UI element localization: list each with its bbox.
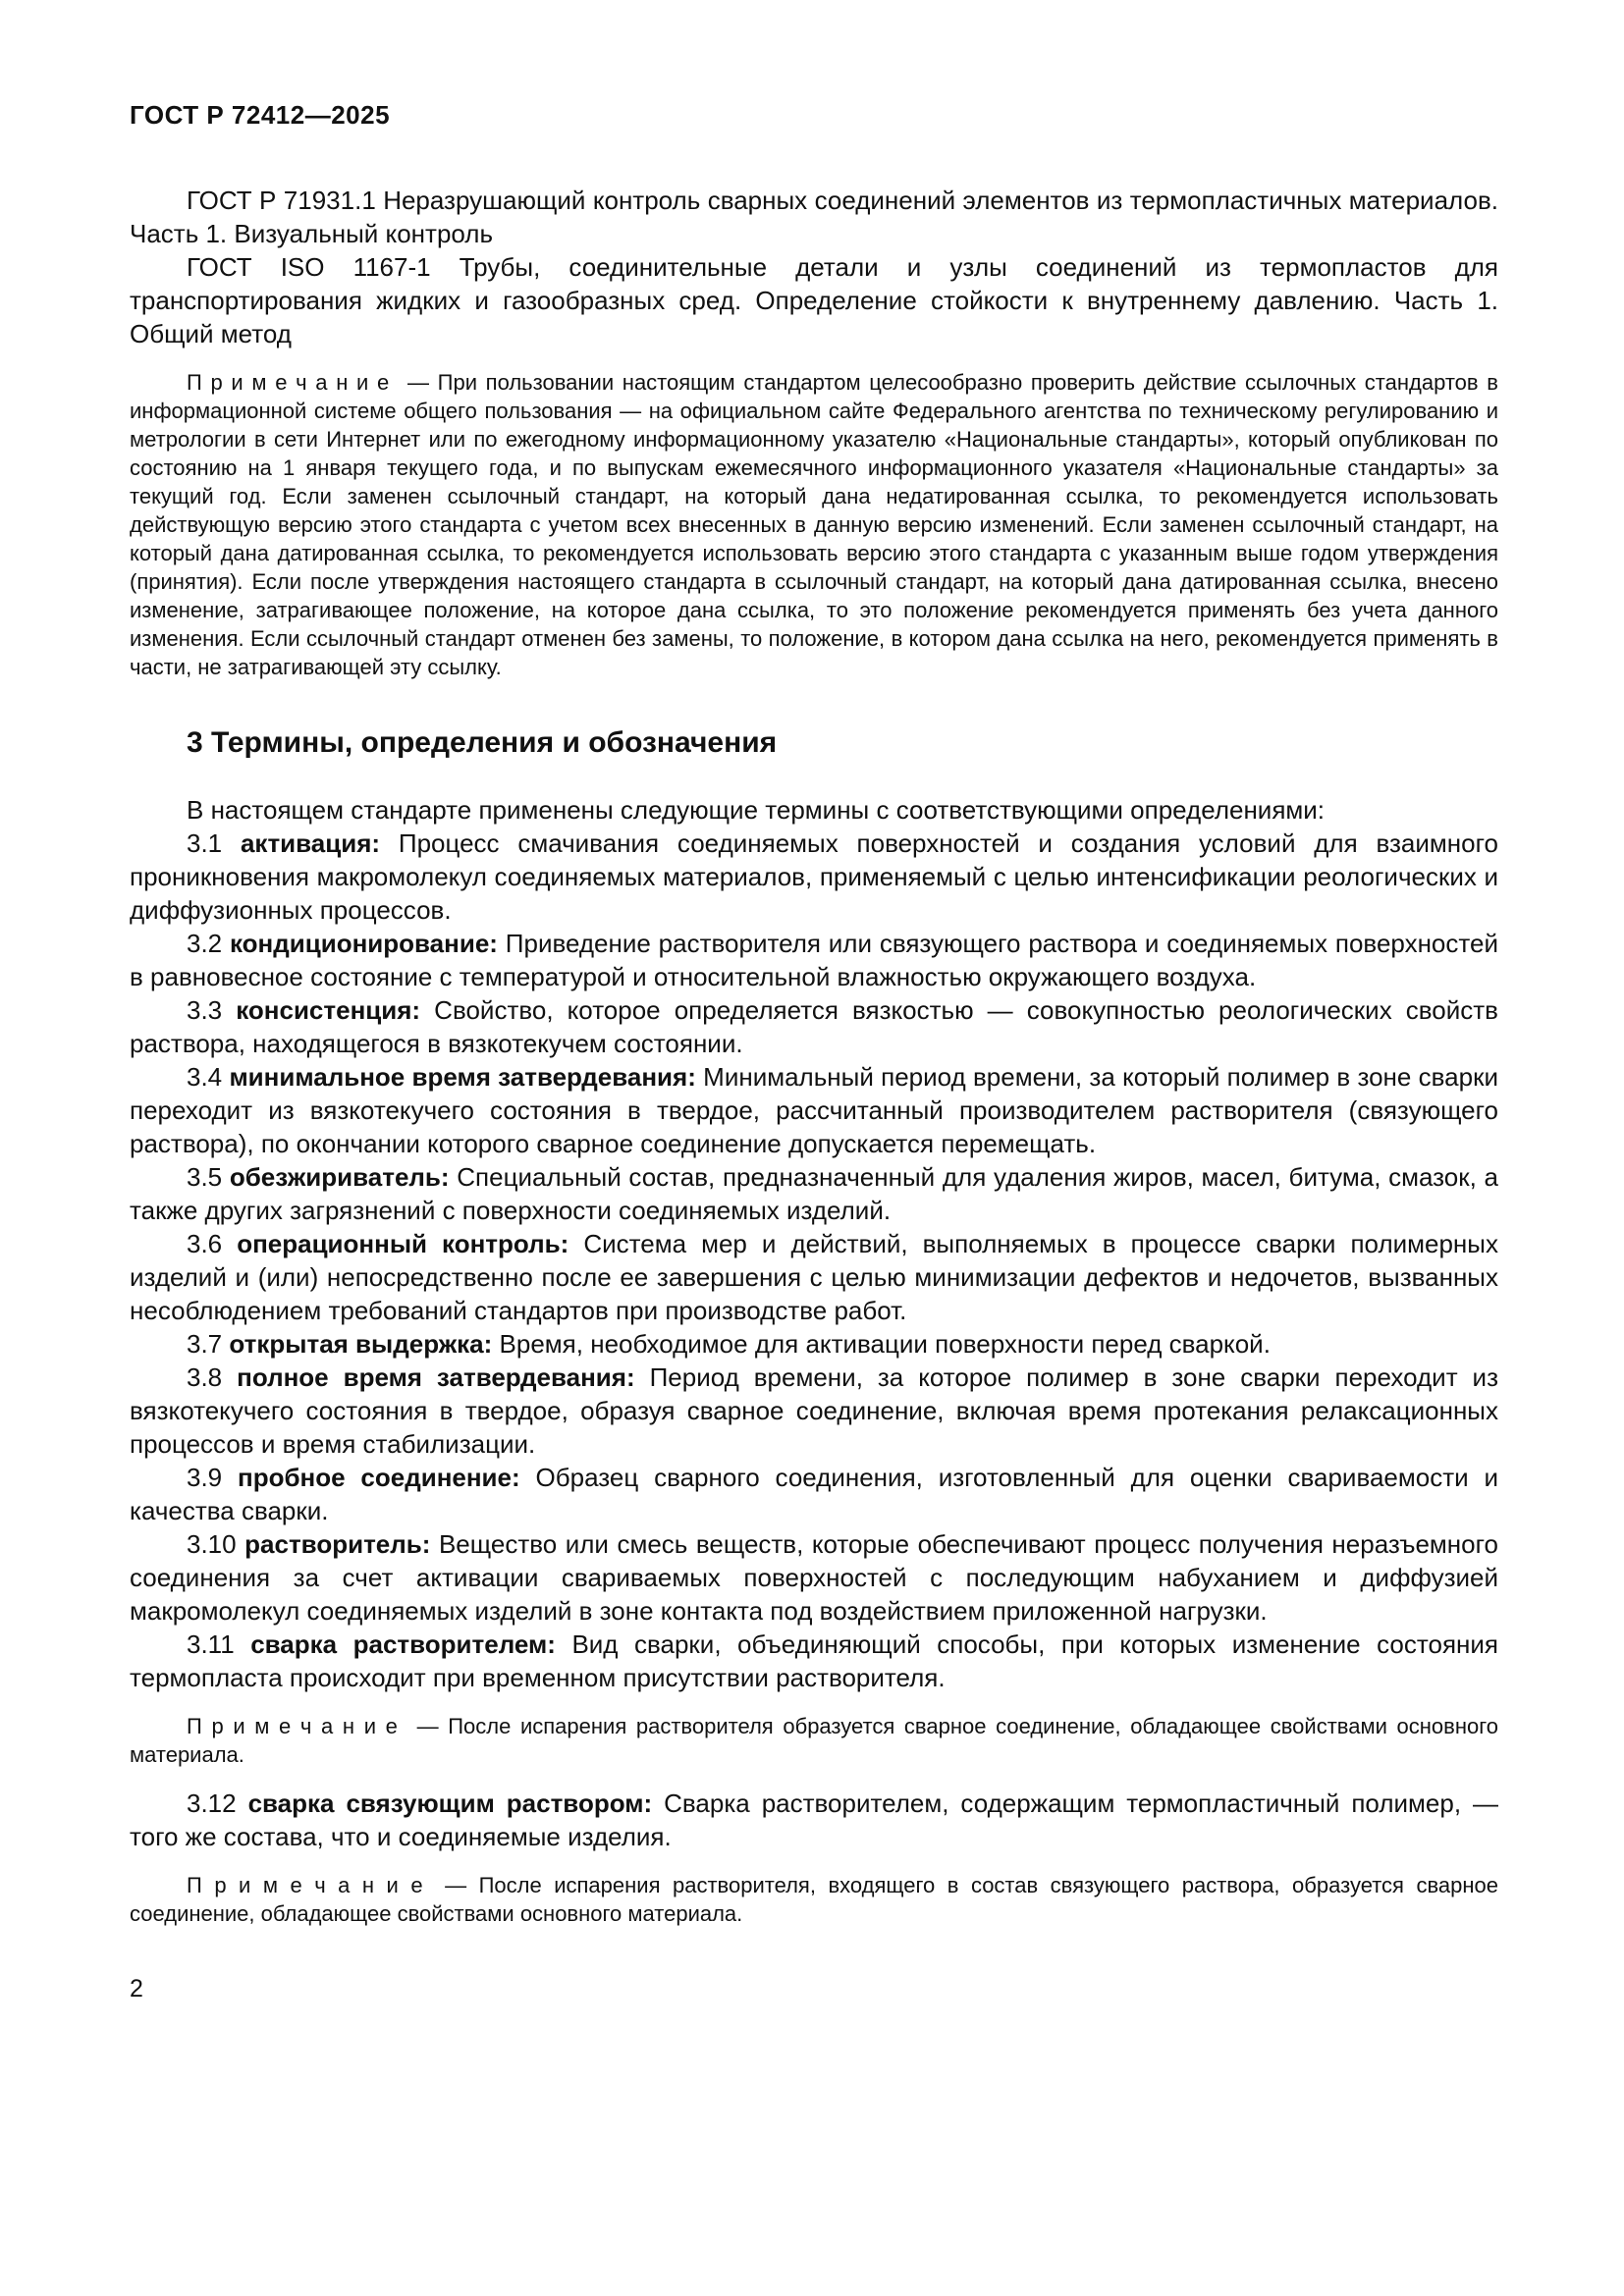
running-header-designation: ГОСТ Р 72412—2025	[130, 100, 391, 130]
page-number: 2	[130, 1975, 143, 2002]
references-note	[130, 368, 1498, 681]
note-label: П р и м е ч а н и е	[187, 1714, 398, 1738]
term-name: пробное соединение:	[238, 1463, 520, 1492]
term-3-9	[130, 1461, 1498, 1527]
term-name: полное время затвердевания:	[237, 1362, 635, 1392]
term-3-6	[130, 1227, 1498, 1327]
term-definition: Процесс смачивания соединяемых поверхностей и создания условий для взаимного проникновения макромолекул соединяемых материалов, применяемый с целью интенсификации реологических и диффузионных процессов.	[130, 828, 1498, 925]
term-3-4	[130, 1060, 1498, 1160]
term-definition: Приведение растворителя или связующего раствора и соединяемых поверхностей в равновесное состояние с температурой и относительной влажностью окружающего воздуха.	[130, 929, 1498, 991]
term-3-11-note	[130, 1712, 1498, 1769]
term-3-1	[130, 827, 1498, 927]
term-definition: Период времени, за которое полимер в зоне сварки переходит из вязкотекучего состояния в твердое, образуя сварное соединение, включая время протекания релаксационных процессов и время стабилизации.	[130, 1362, 1498, 1459]
term-3-8	[130, 1361, 1498, 1461]
term-3-7	[130, 1327, 1498, 1361]
term-3-5	[130, 1160, 1498, 1227]
term-definition: Свойство, которое определяется вязкостью — совокупностью реологических свойств раствора, находящегося в вязкотекучем состоянии.	[130, 995, 1498, 1058]
term-number: 3.6	[187, 1229, 223, 1258]
term-name: минимальное время затвердевания:	[229, 1062, 696, 1092]
note-label: П р и м е ч а н и е	[187, 1873, 423, 1897]
term-name: консистенция:	[236, 995, 421, 1025]
term-3-2	[130, 927, 1498, 993]
term-number: 3.2	[187, 929, 223, 958]
term-number: 3.3	[187, 995, 223, 1025]
note-body: — После испарения растворителя, входящего в состав связующего раствора, образуется сварное соединение, обладающее свойствами основного материала.	[130, 1873, 1498, 1926]
term-3-10	[130, 1527, 1498, 1628]
section-heading: 3 Термины, определения и обозначения	[187, 726, 778, 759]
term-number: 3.4	[187, 1062, 223, 1092]
note-label: П р и м е ч а н и е	[187, 370, 390, 395]
term-name: обезжириватель:	[229, 1162, 450, 1192]
term-3-11	[130, 1628, 1498, 1694]
term-number: 3.7	[187, 1329, 223, 1359]
term-definition: Специальный состав, предназначенный для удаления жиров, масел, битума, смазок, а также других загрязнений с поверхности соединяемых изделий.	[130, 1162, 1498, 1225]
section-intro: В настоящем стандарте применены следующие термины с соответствующими определениями:	[187, 795, 1326, 825]
note-body: — При пользовании настоящим стандартом целесообразно проверить действие ссылочных стандартов в информационной системе общего пользования — на официальном сайте Федерального агентства по техническому регулированию и метрологии в сети Интернет или по ежегодному информационному указателю «Национальные стандарты», который опубликован по состоянию на 1 января текущего года, и по выпускам ежемесячного информационного указателя «Национальные стандарты» за текущий год. Если заменен ссылочный стандарт, на который дана недатированная ссылка, то рекомендуется использовать действующую версию этого стандарта с учетом всех внесенных в данную версию изменений. Если заменен ссылочный стандарт, на который дана датированная ссылка, то рекомендуется использовать версию этого стандарта с указанным выше годом утверждения (принятия). Если после утверждения настоящего стандарта в ссылочный стандарт, на который дана датированная ссылка, внесено изменение, затрагивающее положение, на которое дана ссылка, то это положение рекомендуется применять без учета данного изменения. Если ссылочный стандарт отменен без замены, то положение, в котором дана ссылка на него, рекомендуется применять в части, не затрагивающей эту ссылку.	[130, 370, 1498, 679]
term-name: открытая выдержка:	[229, 1329, 493, 1359]
term-definition: Сварка растворителем, содержащим термопластичный полимер, — того же состава, что и соединяемые изделия.	[130, 1789, 1498, 1851]
term-name: операционный контроль:	[237, 1229, 569, 1258]
term-3-3	[130, 993, 1498, 1060]
term-3-12	[130, 1787, 1498, 1853]
term-name: кондиционирование:	[230, 929, 498, 958]
reference-item-1: ГОСТ Р 71931.1 Неразрушающий контроль сварных соединений элементов из термопластичных материалов. Часть 1. Визуальный контроль	[130, 186, 1498, 248]
term-number: 3.9	[187, 1463, 223, 1492]
term-number: 3.10	[187, 1529, 237, 1559]
term-name: активация:	[240, 828, 381, 858]
note-body: — После испарения растворителя образуется сварное соединение, обладающее свойствами основного материала.	[130, 1714, 1498, 1767]
term-name: растворитель:	[244, 1529, 431, 1559]
term-definition: Образец сварного соединения, изготовленный для оценки свариваемости и качества сварки.	[130, 1463, 1499, 1525]
term-number: 3.11	[187, 1629, 235, 1659]
term-definition: Система мер и действий, выполняемых в процессе сварки полимерных изделий и (или) непосредственно после ее завершения с целью минимизации дефектов и недочетов, вызванных несоблюдением требований стандартов при производстве работ.	[130, 1229, 1498, 1325]
term-definition: Минимальный период времени, за который полимер в зоне сварки переходит из вязкотекучего состояния в твердое, рассчитанный производителем растворителя (связующего раствора), по окончании которого сварное соединение допускается перемещать.	[130, 1062, 1498, 1158]
term-number: 3.12	[187, 1789, 237, 1818]
term-number: 3.5	[187, 1162, 223, 1192]
term-number: 3.8	[187, 1362, 223, 1392]
term-3-12-note	[130, 1871, 1498, 1928]
term-definition: Время, необходимое для активации поверхности перед сваркой.	[499, 1329, 1271, 1359]
reference-item-2: ГОСТ ISO 1167-1 Трубы, соединительные детали и узлы соединений из термопластов для транспортирования жидких и газообразных сред. Определение стойкости к внутреннему давлению. Часть 1. Общий метод	[130, 252, 1498, 348]
term-name: сварка растворителем:	[250, 1629, 556, 1659]
term-name: сварка связующим раствором:	[247, 1789, 653, 1818]
term-number: 3.1	[187, 828, 223, 858]
term-definition: Вещество или смесь веществ, которые обеспечивают процесс получения неразъемного соединения за счет активации свариваемых поверхностей с последующим набуханием и диффузией макромолекул соединяемых изделий в зоне контакта под воздействием приложенной нагрузки.	[130, 1529, 1498, 1626]
term-definition: Вид сварки, объединяющий способы, при которых изменение состояния термопласта происходит при временном присутствии растворителя.	[130, 1629, 1498, 1692]
